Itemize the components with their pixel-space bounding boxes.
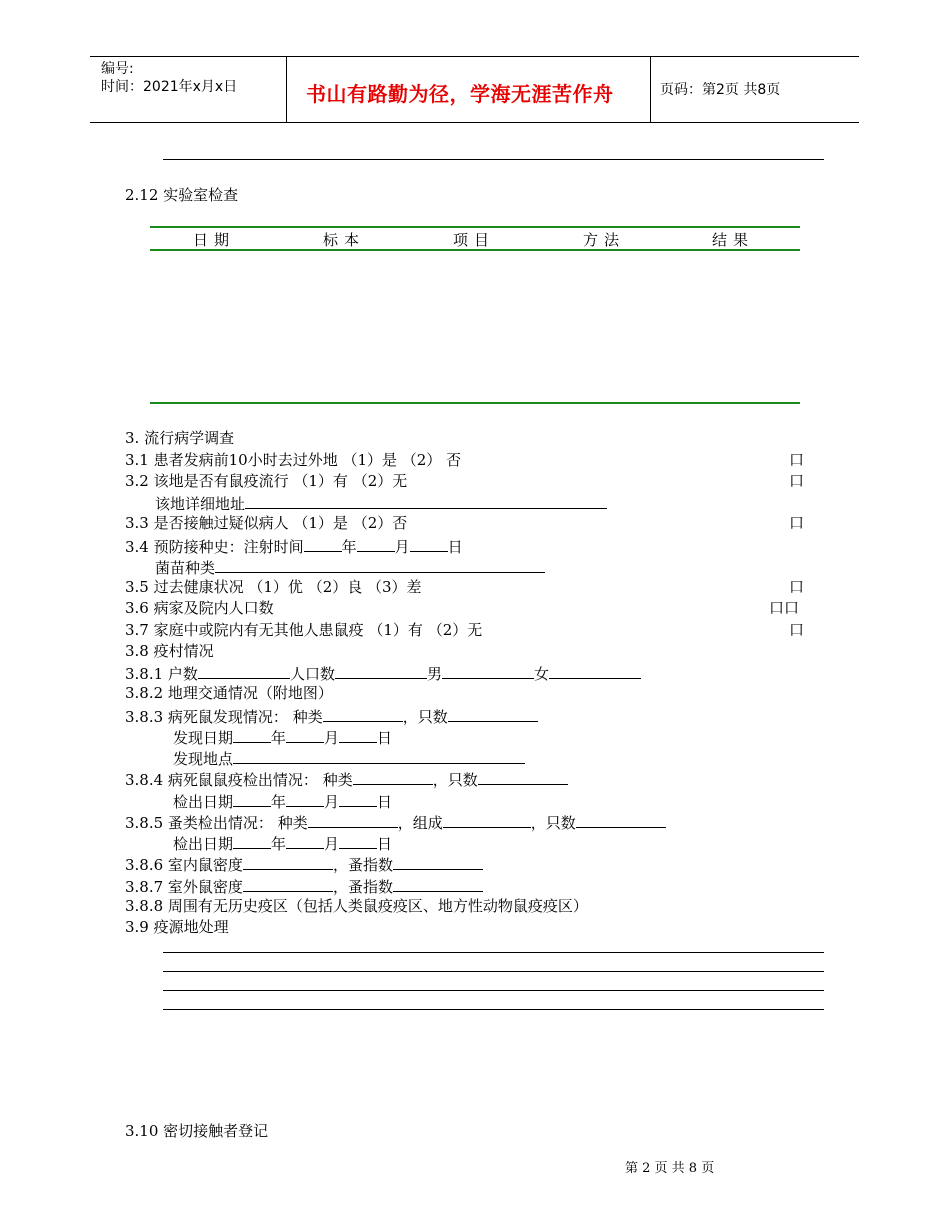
q3-2: 3.2 该地是否有鼠疫流行 （1）有 （2）无	[125, 472, 408, 490]
q3-4-month-field[interactable]	[357, 535, 395, 552]
q3-8-5-date-row	[173, 832, 392, 854]
q3-8-6-flea-field[interactable]	[393, 853, 483, 870]
q3-8-1-row	[125, 662, 641, 684]
header-time-label: 时间：2021年x月x日	[101, 79, 238, 95]
lab-col-method: 方法	[583, 231, 626, 249]
q3-8-4-species-field[interactable]	[353, 768, 433, 785]
q3-8-7-density-field[interactable]	[243, 875, 333, 892]
year-label: 年	[271, 729, 287, 747]
q3-4-day-label: 日	[447, 538, 463, 556]
q3-8-3-date-row	[173, 726, 392, 748]
q3-8-3-count-field[interactable]	[448, 705, 538, 722]
q3-8-4-row	[125, 768, 568, 790]
q3-8-3-place-label: 发现地点	[173, 750, 234, 768]
q3-8-5-comp-field[interactable]	[443, 811, 531, 828]
header-motto: 书山有路勤为径，学海无涯苦作舟	[306, 82, 614, 106]
q3-8-3-count-label: ，只数	[402, 708, 448, 726]
q3-2-address-field[interactable]	[245, 492, 607, 509]
q3-8-6-flea-label: ，蚤指数	[332, 856, 393, 874]
q3-4-label: 3.4 预防接种史：注射时间	[125, 538, 304, 556]
q3-8-1-male-label: 男	[426, 665, 442, 683]
q3-8-7-label: 3.8.7 室外鼠密度	[125, 878, 243, 896]
q3-8-5-count-label: ，只数	[530, 814, 576, 832]
q3-9-answer-line[interactable]	[163, 971, 824, 972]
q3-8-4-date-label: 检出日期	[173, 793, 234, 811]
q3-8-5-species-field[interactable]	[308, 811, 398, 828]
header-page-label: 页码：第2页 共8页	[660, 82, 781, 98]
q3-6-checkbox[interactable]: 口口	[769, 599, 800, 617]
q3-9-answer-line[interactable]	[163, 952, 824, 953]
q3-8-4-year-field[interactable]	[233, 790, 271, 807]
q3-5: 3.5 过去健康状况 （1）优 （2）良 （3）差	[125, 578, 422, 596]
q3-8-4-label: 3.8.4 病死鼠鼠疫检出情况： 种类	[125, 771, 353, 789]
q3-8-5-count-field[interactable]	[576, 811, 666, 828]
lab-section-title: 2.12 实验室检查	[125, 186, 239, 204]
q3-8-1-households-label: 3.8.1 户数	[125, 665, 198, 683]
q3-1-checkbox[interactable]: 口	[789, 451, 805, 469]
q3-8-1-population-field[interactable]	[335, 662, 427, 679]
day-label: 日	[377, 835, 393, 853]
q3-8-3-species-field[interactable]	[323, 705, 403, 722]
q3-8-3-year-field[interactable]	[233, 726, 271, 743]
lab-table-top-rule	[150, 226, 800, 228]
q3-9: 3.9 疫源地处理	[125, 918, 229, 936]
q3-4-row	[125, 535, 463, 557]
q3-8-5-year-field[interactable]	[233, 832, 271, 849]
q3-8-1-households-field[interactable]	[198, 662, 290, 679]
q3-8-7-flea-field[interactable]	[393, 875, 483, 892]
lab-table-header-rule	[150, 249, 800, 251]
q3-8-5-comp-label: ，组成	[397, 814, 443, 832]
q3-2-checkbox[interactable]: 口	[789, 472, 805, 490]
year-label: 年	[271, 793, 287, 811]
lab-table-bottom-rule	[150, 402, 800, 404]
q3-4-month-label: 月	[394, 538, 410, 556]
q3-7-checkbox[interactable]: 口	[789, 621, 805, 639]
q3-9-answer-line[interactable]	[163, 990, 824, 991]
header-number-label: 编号:	[101, 61, 134, 77]
q3-8-7-flea-label: ，蚤指数	[332, 878, 393, 896]
q3-8-8: 3.8.8 周围有无历史疫区（包括人类鼠疫疫区、地方性动物鼠疫疫区）	[125, 897, 588, 915]
q3-8-3-label: 3.8.3 病死鼠发现情况： 种类	[125, 708, 323, 726]
q3-8-5-row	[125, 811, 666, 833]
header-top-rule	[90, 56, 859, 57]
q3-1: 3.1 患者发病前10小时去过外地 （1）是 （2） 否	[125, 451, 462, 469]
q3-8: 3.8 疫村情况	[125, 642, 214, 660]
month-label: 月	[324, 835, 340, 853]
q3-4-year-field[interactable]	[304, 535, 342, 552]
q3-8-6-density-field[interactable]	[243, 853, 333, 870]
q3-8-4-count-field[interactable]	[478, 768, 568, 785]
q3-4-vaccine-label: 菌苗种类	[155, 559, 216, 577]
q3-3: 3.3 是否接触过疑似病人 （1）是 （2）否	[125, 514, 408, 532]
header-divider-2	[650, 56, 651, 122]
q3-8-4-date-row	[173, 790, 392, 812]
day-label: 日	[377, 793, 393, 811]
q3-5-checkbox[interactable]: 口	[789, 578, 805, 596]
q3-8-1-population-label: 人口数	[289, 665, 335, 683]
header-bottom-rule	[90, 122, 859, 123]
q3-8-4-count-label: ，只数	[432, 771, 478, 789]
lab-col-result: 结果	[712, 231, 755, 249]
lab-col-date: 日期	[193, 231, 236, 249]
q3-9-answer-line[interactable]	[163, 1009, 824, 1010]
q3-8-4-day-field[interactable]	[339, 790, 377, 807]
footer-page-number: 第 2 页 共 8 页	[625, 1161, 715, 1176]
q3-8-3-date-label: 发现日期	[173, 729, 234, 747]
q3-8-7-row	[125, 875, 483, 897]
month-label: 月	[324, 793, 340, 811]
q3-8-5-date-label: 检出日期	[173, 835, 234, 853]
q3-3-checkbox[interactable]: 口	[789, 514, 805, 532]
q3-2-address-row	[155, 492, 607, 514]
q3-8-3-place-row	[173, 747, 525, 769]
lab-col-item: 项目	[453, 231, 496, 249]
q3-8-3-row	[125, 705, 538, 727]
q3-10: 3.10 密切接触者登记	[125, 1122, 269, 1140]
q3-4-vaccine-field[interactable]	[215, 556, 545, 573]
q3-4-vaccine-row	[155, 556, 545, 578]
q3-8-3-day-field[interactable]	[339, 726, 377, 743]
day-label: 日	[377, 729, 393, 747]
q3-4-year-label: 年	[341, 538, 357, 556]
q3-2-address-label: 该地详细地址	[155, 495, 246, 513]
q3-6: 3.6 病家及院内人口数	[125, 599, 274, 617]
q3-7: 3.7 家庭中或院内有无其他人患鼠疫 （1）有 （2）无	[125, 621, 483, 639]
q3-8-1-female-field[interactable]	[549, 662, 641, 679]
q3-8-5-day-field[interactable]	[339, 832, 377, 849]
epi-section-title: 3. 流行病学调查	[125, 429, 235, 447]
q3-8-4-month-field[interactable]	[286, 790, 324, 807]
section-separator-rule	[163, 159, 824, 160]
q3-8-5-label: 3.8.5 蚤类检出情况： 种类	[125, 814, 308, 832]
year-label: 年	[271, 835, 287, 853]
month-label: 月	[324, 729, 340, 747]
q3-8-5-month-field[interactable]	[286, 832, 324, 849]
q3-8-3-month-field[interactable]	[286, 726, 324, 743]
q3-4-day-field[interactable]	[410, 535, 448, 552]
q3-8-1-male-field[interactable]	[442, 662, 534, 679]
q3-8-1-female-label: 女	[533, 665, 549, 683]
q3-8-2: 3.8.2 地理交通情况（附地图）	[125, 684, 333, 702]
q3-8-3-place-field[interactable]	[233, 747, 525, 764]
q3-8-6-label: 3.8.6 室内鼠密度	[125, 856, 243, 874]
header-divider-1	[286, 56, 287, 122]
q3-8-6-row	[125, 853, 483, 875]
lab-col-specimen: 标本	[323, 231, 366, 249]
